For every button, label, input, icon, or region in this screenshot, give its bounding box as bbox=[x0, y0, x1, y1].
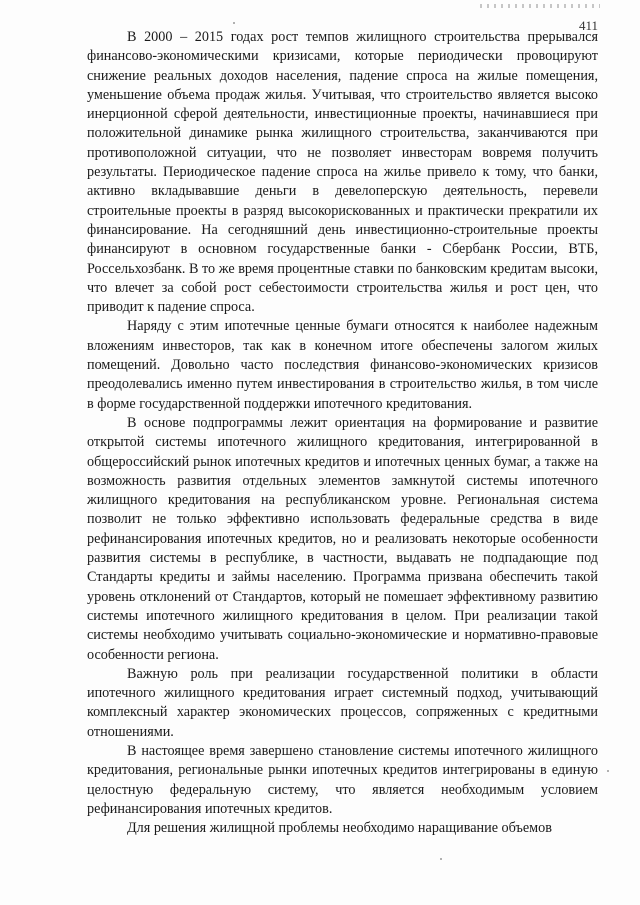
scan-speck bbox=[440, 858, 442, 860]
document-body bbox=[87, 28, 598, 838]
page-number: 411 bbox=[578, 18, 598, 33]
scan-speck bbox=[233, 22, 235, 24]
scan-artifact bbox=[480, 4, 600, 8]
paragraph: В основе подпрограммы лежит ориентация на формирование и развитие открытой системы ипотечного жилищного кредитования, интегрированной в общероссийский рынок ипотечных кредитов и ипотечных ценных бумаг, а также на возможность развития отдельных элементов замкнутой системы ипотечного жилищного кредитования на республиканском уровне. Региональная система позволит не только эффективно использовать федеральные средства в виде рефинансирования ипотечных кредитов, но и реализовать некоторые особенности развития системы в республике, в частности, выдавать не подпадающие под Стандарты кредиты и займы населению. Программа призвана обеспечить такой уровень отклонений от Стандартов, который не помешает эффективному развитию системы ипотечного жилищного кредитования в целом. При реализации такой системы необходимо учитывать социально-экономические и нормативно-правовые особенности региона. bbox=[87, 414, 598, 663]
paragraph: Наряду с этим ипотечные ценные бумаги относятся к наиболее надежным вложениям инвесторов, так как в конечном итоге обеспечены залогом жилых помещений. Довольно часто последствия финансово-экономических кризисов преодолевались именно путем инвестирования в строительство жилья, в том числе в форме государственной поддержки ипотечного кредитования. bbox=[87, 318, 598, 412]
scan-speck bbox=[607, 770, 609, 772]
paragraph: В 2000 – 2015 годах рост темпов жилищного строительства прерывался финансово-экономическими кризисами, которые периодически провоцируют снижение реальных доходов населения, падение спроса на жилые помещения, уменьшение объема продаж жилья. Учитывая, что строительство является высоко инерционной сферой деятельности, инвестиционные проекты, начинавшиеся при положительной динамике рынка жилищного строительства, заканчиваются при противоположной ситуации, что не позволяет инвесторам вовремя получить результаты. Периодическое падение спроса на жилье привело к тому, что банки, активно вкладывавшие деньги в девелоперскую деятельность, перевели строительные проекты в разряд высокорискованных и практически прекратили их финансирование. На сегодняшний день инвестиционно-строительные проекты финансируют в основном государственные банки - Сбербанк России, ВТБ, Россельхозбанк. В то же время процентные ставки по банковским кредитам высоки, что влечет за собой рост себестоимости строительства жилья и рост цен, что приводит к падение спроса. bbox=[87, 29, 598, 316]
paragraph: Важную роль при реализации государственной политики в области ипотечного жилищного кредитования играет системный подход, учитывающий комплексный характер экономических процессов, сопряженных с кредитными отношениями. bbox=[87, 665, 598, 740]
paragraph: В настоящее время завершено становление системы ипотечного жилищного кредитования, региональные рынки ипотечных кредитов интегрированы в единую целостную федеральную систему, что является необходимым условием рефинансирования ипотечных кредитов. bbox=[87, 742, 598, 817]
paragraph: Для решения жилищной проблемы необходимо наращивание объемов bbox=[127, 820, 552, 837]
